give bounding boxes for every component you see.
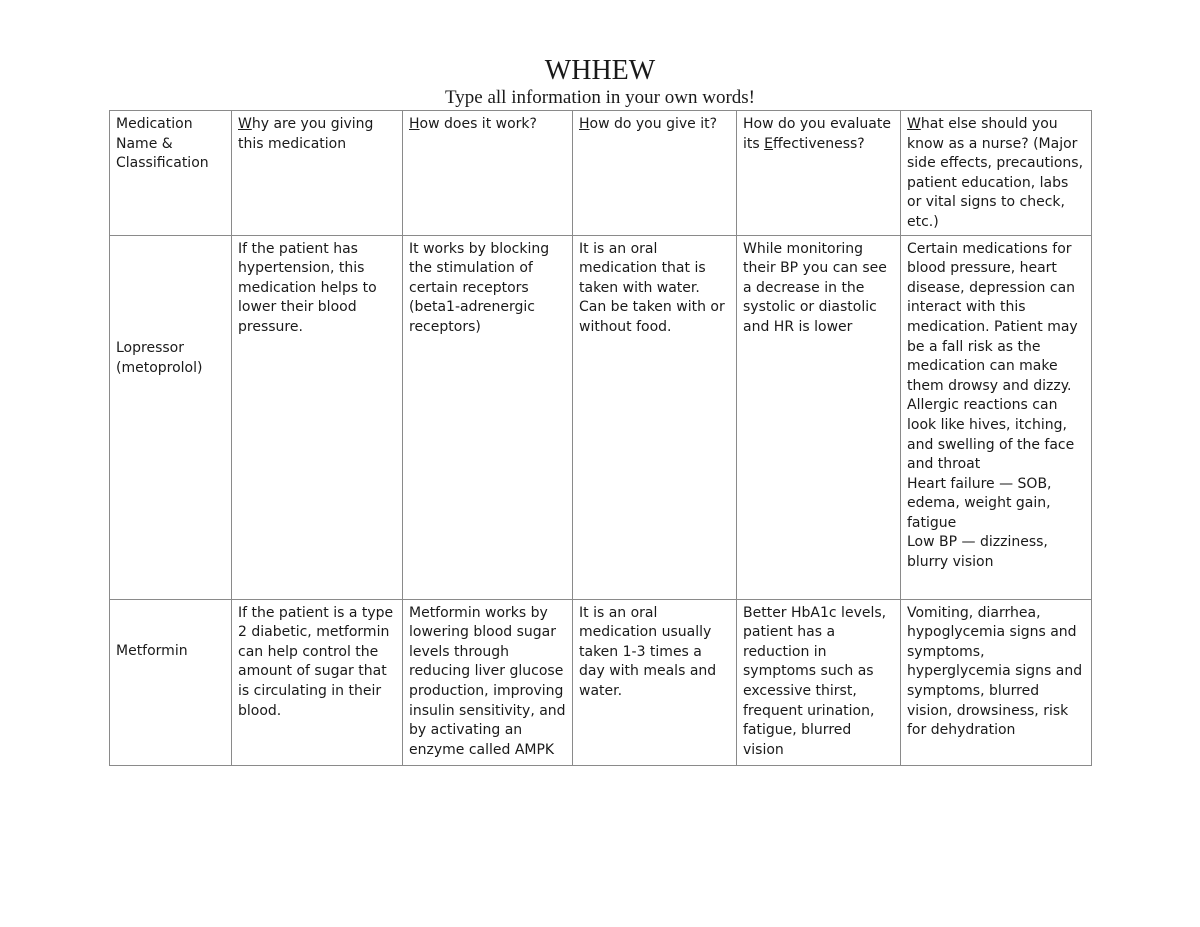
how-work-cell: Metformin works by lowering blood sugar levels through reducing liver glucose production, improving insulin sensitivity, and by activating an enzyme called AMPK — [403, 599, 573, 765]
medication-name-cell: Metformin — [110, 599, 232, 765]
table-row — [110, 235, 1092, 599]
what-else-cell: Certain medications for blood pressure, heart disease, depression can interact with this medication. Patient may be a fall risk as the medication can make them drowsy and dizzy. Allergic reactions can look like hives, itching, and swelling of the face and throat Heart failure — SOB, edema, weight gain, fatigue Low BP — dizziness, blurry vision — [901, 235, 1092, 599]
header-what-else: What else should you know as a nurse? (Major side effects, precautions, patient education, labs or vital signs to check, etc.) — [901, 111, 1092, 236]
medication-name-cell: Lopressor (metoprolol) — [110, 235, 232, 599]
page-subtitle: Type all information in your own words! — [444, 87, 755, 108]
header-how-work: How does it work? — [403, 111, 573, 236]
table-row — [110, 599, 1092, 765]
how-work-cell: It works by blocking the stimulation of certain receptors (beta1-adrenergic receptors) — [403, 235, 573, 599]
header-how-give: How do you give it? — [573, 111, 737, 236]
page-title: WHHEW — [544, 55, 656, 86]
why-cell: If the patient is a type 2 diabetic, metformin can help control the amount of sugar that is circulating in their blood. — [232, 599, 403, 765]
table-header-row — [110, 111, 1092, 236]
medication-table — [109, 110, 1092, 766]
how-give-cell: It is an oral medication usually taken 1-3 times a day with meals and water. — [573, 599, 737, 765]
why-cell: If the patient has hypertension, this medication helps to lower their blood pressure. — [232, 235, 403, 599]
evaluate-cell: While monitoring their BP you can see a decrease in the systolic or diastolic and HR is lower — [737, 235, 901, 599]
how-give-cell: It is an oral medication that is taken with water. Can be taken with or without food. — [573, 235, 737, 599]
what-else-cell: Vomiting, diarrhea, hypoglycemia signs and symptoms, hyperglycemia signs and symptoms, blurred vision, drowsiness, risk for dehydration — [901, 599, 1092, 765]
header-medication-name: Medication Name & Classification — [110, 111, 232, 236]
header-evaluate: How do you evaluate its Effectiveness? — [737, 111, 901, 236]
header-why: Why are you giving this medication — [232, 111, 403, 236]
evaluate-cell: Better HbA1c levels, patient has a reduction in symptoms such as excessive thirst, frequent urination, fatigue, blurred vision — [737, 599, 901, 765]
